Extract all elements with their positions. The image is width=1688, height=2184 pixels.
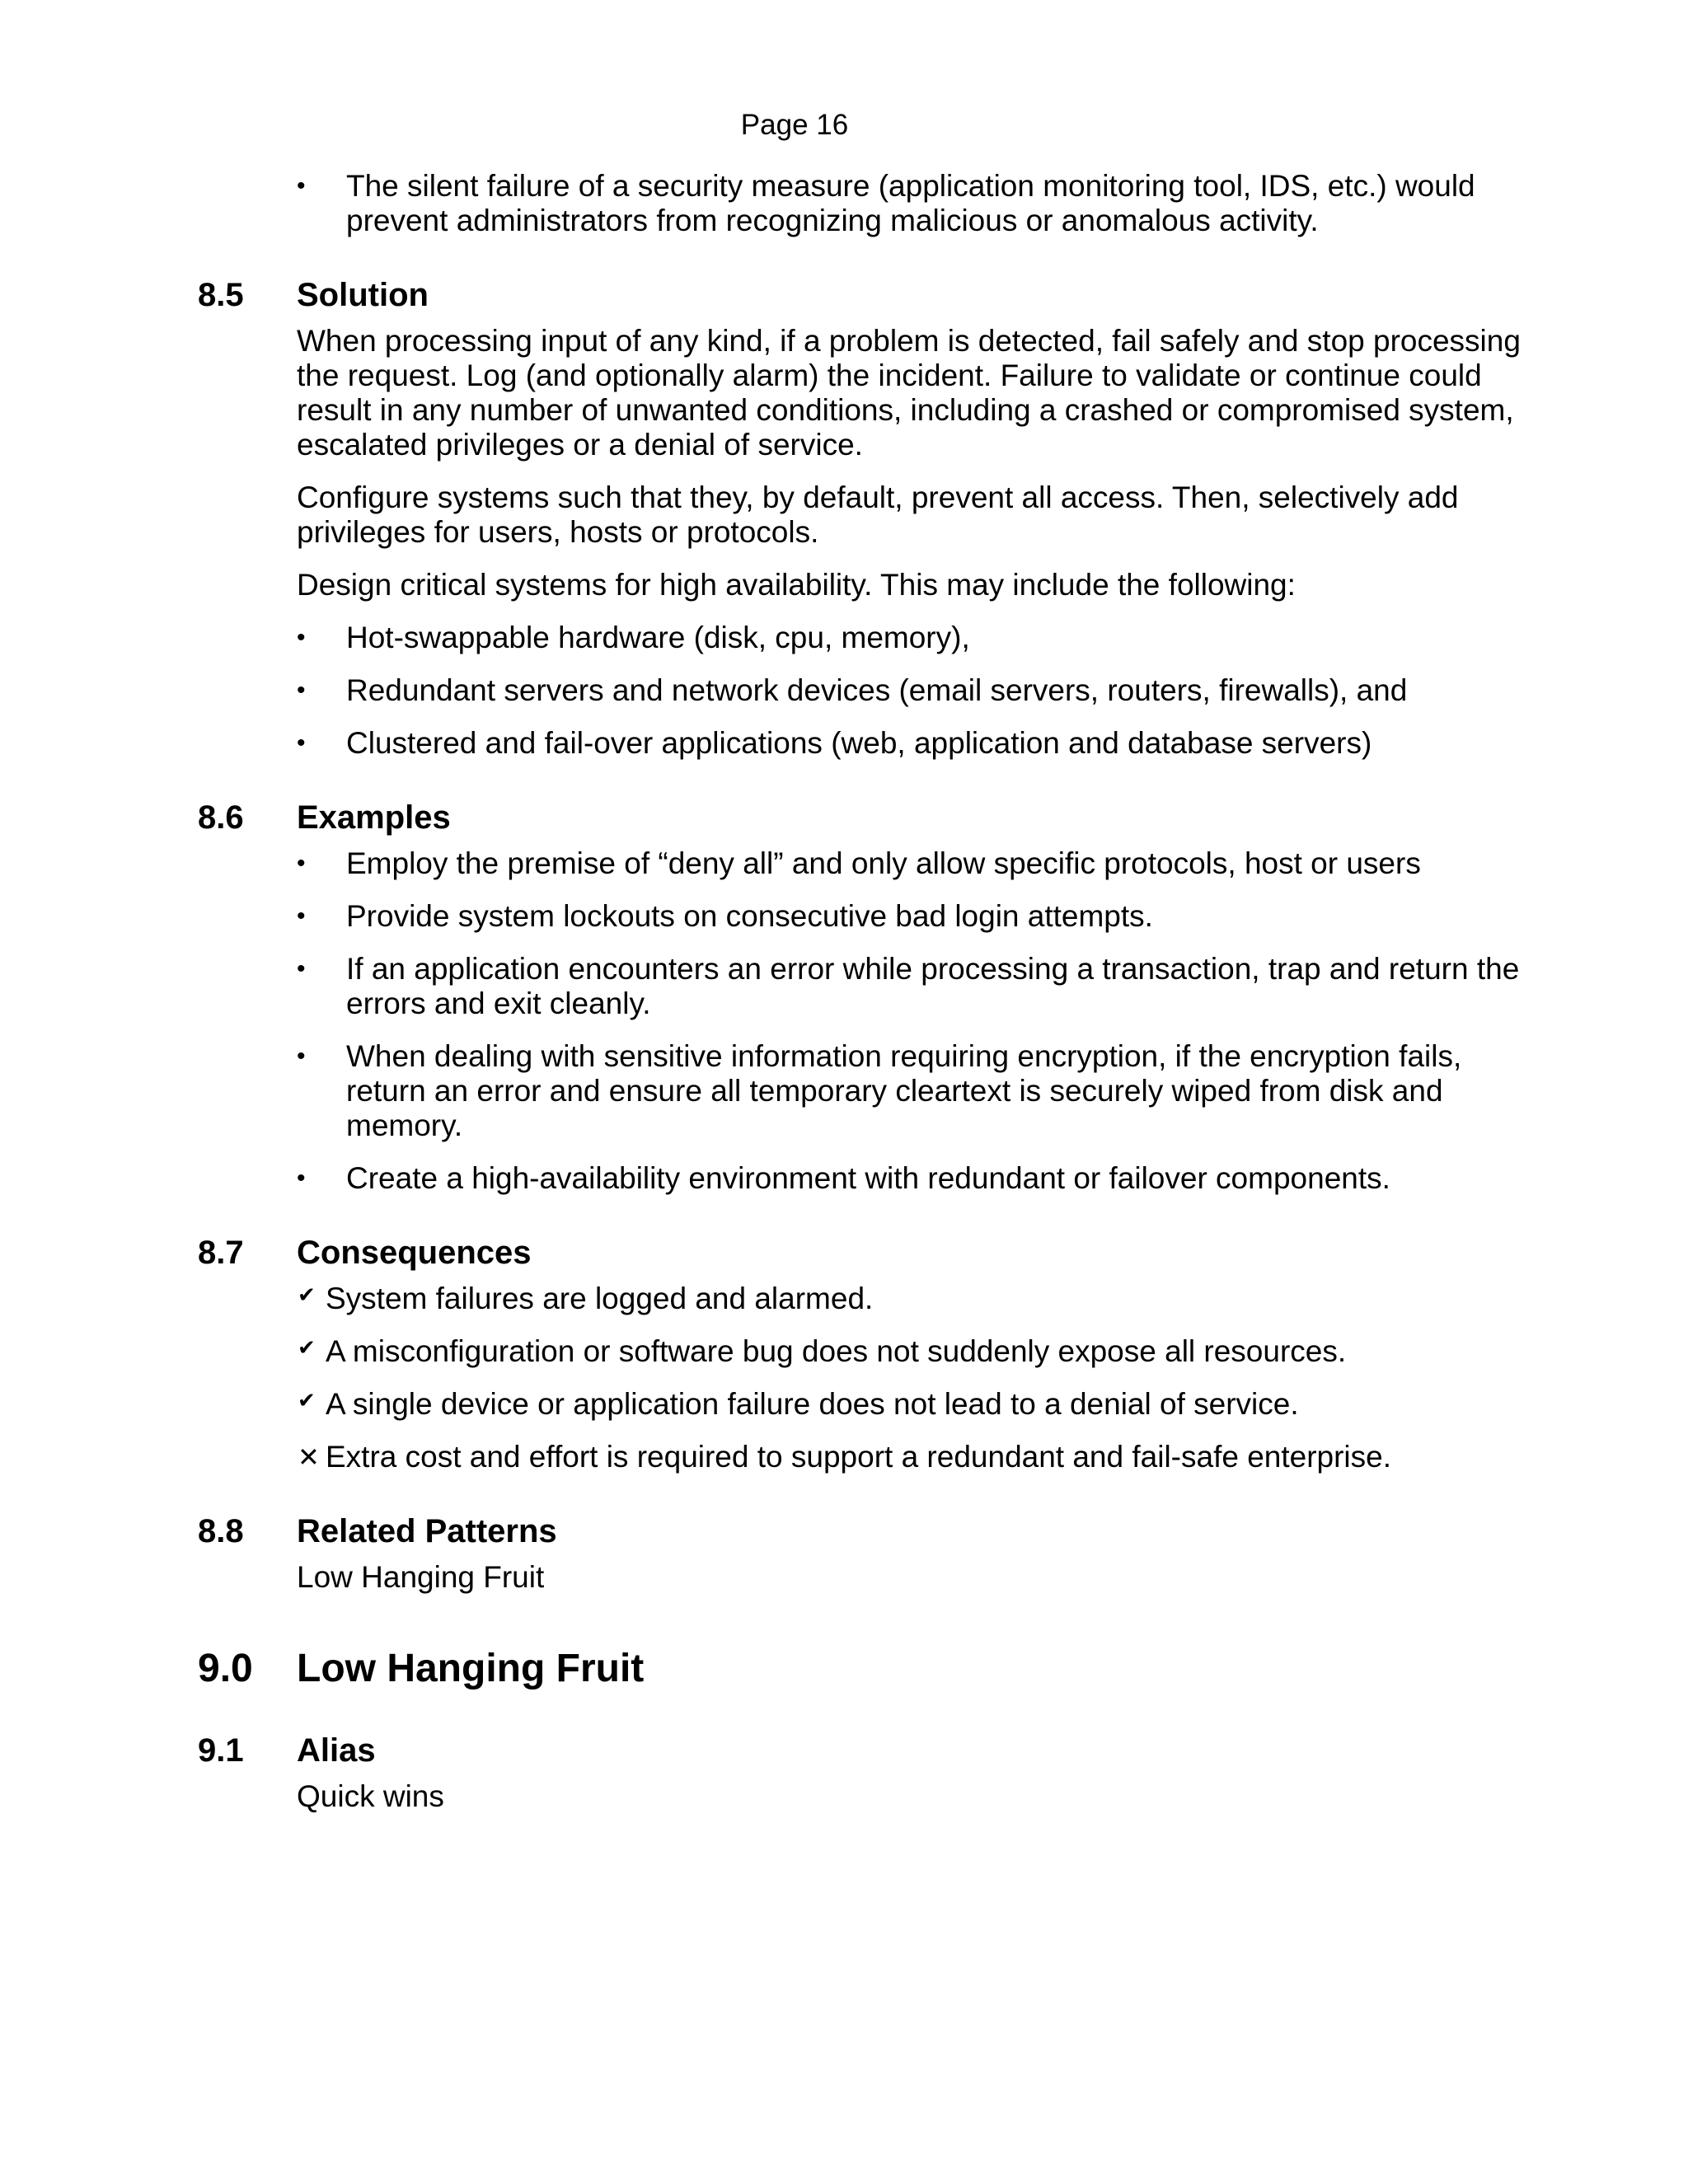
list-item-text: Extra cost and effort is required to support a redundant and fail-safe enterprise. [326, 1440, 1392, 1474]
list-item [198, 726, 1533, 761]
section-heading [198, 274, 1533, 316]
list-item-text: A single device or application failure does not lead to a denial of service. [326, 1387, 1299, 1421]
bullet-icon: • [297, 677, 306, 704]
section-title: Related Patterns [297, 1513, 557, 1549]
examples-bullet-list [198, 846, 1533, 1196]
section-number: 9.1 [198, 1732, 244, 1769]
bullet-icon: • [297, 1165, 306, 1192]
section-heading [198, 1511, 1533, 1552]
section-number: 9.0 [198, 1647, 253, 1690]
bullet-icon: • [297, 624, 306, 651]
checkmark-icon: ✔ [298, 1389, 316, 1413]
list-item-text: Clustered and fail-over applications (web, application and database servers) [346, 726, 1372, 760]
list-item-text: Hot-swappable hardware (disk, cpu, memory), [346, 621, 970, 654]
list-item [198, 1334, 1533, 1369]
chapter-heading [198, 1644, 1533, 1694]
list-item [198, 952, 1533, 1021]
solution-bullet-list [198, 621, 1533, 761]
intro-bullet-list [198, 169, 1533, 238]
section-number: 8.5 [198, 277, 244, 313]
section-title: Solution [297, 277, 429, 313]
paragraph: Low Hanging Fruit [297, 1560, 545, 1594]
section-consequences [198, 1232, 1533, 1474]
list-item-text: Provide system lockouts on consecutive bad login attempts. [346, 899, 1153, 933]
paragraph: Design critical systems for high availability. This may include the following: [297, 568, 1296, 602]
list-item [198, 1039, 1533, 1143]
bullet-icon: • [297, 1043, 306, 1070]
paragraph: When processing input of any kind, if a problem is detected, fail safely and stop processing the request. Log (and optionally alarm) the incident. Failure to validate or continue could result in any number of unwanted conditions, including a crashed or compromised system, escalated privileges or a denial of service. [297, 324, 1521, 462]
page-content [198, 169, 1533, 1832]
bullet-icon: • [297, 729, 306, 757]
list-item-text: System failures are logged and alarmed. [326, 1282, 874, 1315]
list-item [198, 899, 1533, 934]
bullet-icon: • [297, 172, 306, 199]
list-item-text: A misconfiguration or software bug does not suddenly expose all resources. [326, 1334, 1347, 1368]
list-item-text: If an application encounters an error while processing a transaction, trap and return the errors and exit cleanly. [346, 952, 1520, 1020]
list-item [198, 1161, 1533, 1196]
section-number: 8.7 [198, 1235, 244, 1271]
checkmark-icon: ✔ [298, 1336, 316, 1361]
list-item-text: The silent failure of a security measure (application monitoring tool, IDS, etc.) would prevent administrators from recognizing malicious or anomalous activity. [346, 169, 1475, 237]
section-solution [198, 274, 1533, 761]
list-item [198, 1440, 1533, 1474]
section-title: Consequences [297, 1235, 532, 1271]
section-title: Low Hanging Fruit [297, 1647, 645, 1690]
consequences-list [198, 1282, 1533, 1474]
list-item-text: Redundant servers and network devices (email servers, routers, firewalls), and [346, 673, 1408, 707]
section-heading [198, 1730, 1533, 1771]
list-item [198, 846, 1533, 881]
section-heading [198, 797, 1533, 838]
list-item [198, 621, 1533, 655]
section-related-patterns [198, 1511, 1533, 1595]
list-item [198, 169, 1533, 238]
list-item-text: Employ the premise of “deny all” and only allow specific protocols, host or users [346, 846, 1421, 880]
bullet-icon: • [297, 902, 306, 930]
checkmark-icon: ✔ [298, 1283, 316, 1308]
section-number: 8.6 [198, 799, 244, 836]
list-item [198, 1282, 1533, 1316]
section-title: Examples [297, 799, 451, 836]
page-number: Page 16 [740, 109, 849, 141]
section-number: 8.8 [198, 1513, 244, 1549]
section-title: Alias [297, 1732, 376, 1769]
section-low-hanging-fruit [198, 1644, 1533, 1694]
cross-icon: ✕ [298, 1441, 320, 1473]
paragraph: Quick wins [297, 1779, 444, 1813]
paragraph: Configure systems such that they, by default, prevent all access. Then, selectively add privileges for users, hosts or protocols. [297, 480, 1459, 549]
bullet-icon: • [297, 850, 306, 877]
list-item-text: Create a high-availability environment with redundant or failover components. [346, 1161, 1390, 1195]
section-examples [198, 797, 1533, 1196]
bullet-icon: • [297, 955, 306, 982]
section-alias [198, 1730, 1533, 1814]
list-item-text: When dealing with sensitive information requiring encryption, if the encryption fails, return an error and ensure all temporary cleartext is securely wiped from disk and memory. [346, 1039, 1462, 1142]
list-item [198, 673, 1533, 708]
list-item [198, 1387, 1533, 1422]
section-heading [198, 1232, 1533, 1273]
